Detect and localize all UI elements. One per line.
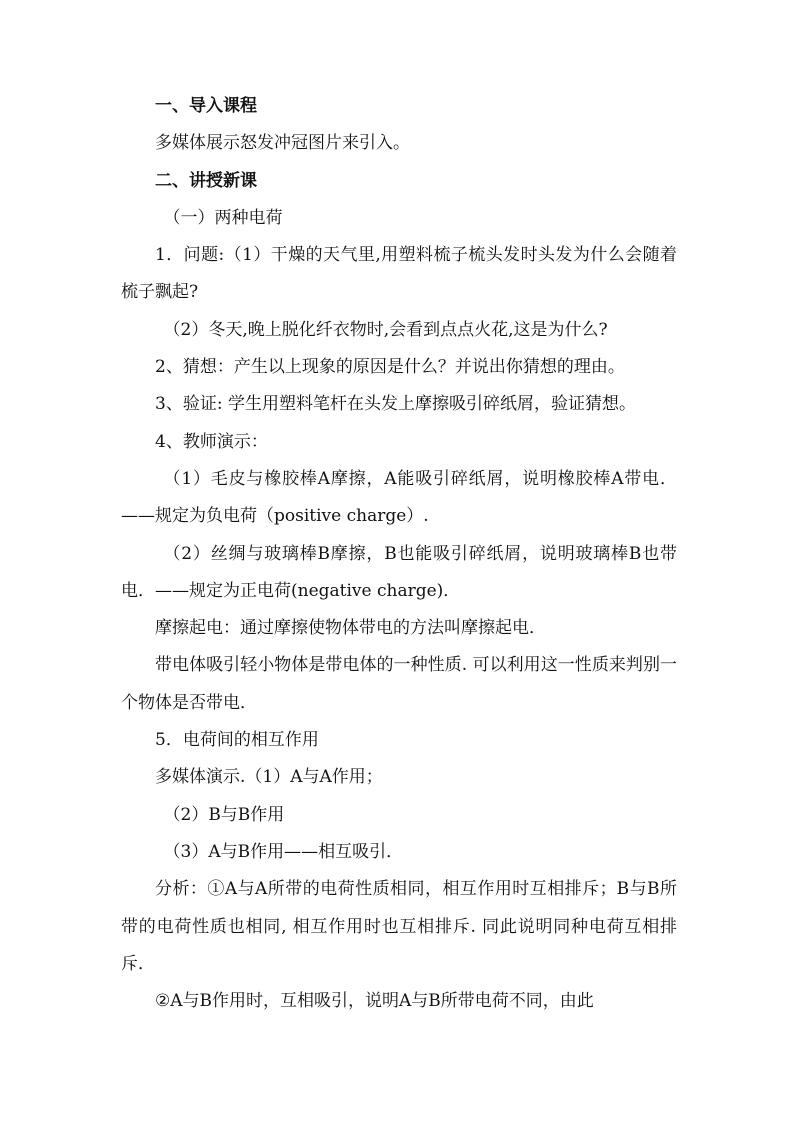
- item-4-demo-heading: 4、教师演示：: [155, 431, 268, 452]
- item-2-guess: 2、猜想：产生以上现象的原因是什么？并说出你猜想的理由。: [155, 357, 625, 378]
- analysis-paragraph-2: ②A与B作用时，互相吸引，说明A与B所带电荷不同，由此: [155, 991, 594, 1012]
- subsection-1-heading: （一）两种电荷: [163, 207, 283, 228]
- multimedia-demo-1: 多媒体演示.（1）A与A作用；: [155, 767, 383, 788]
- section-1-text: 多媒体展示怒发冲冠图片来引入。: [155, 133, 410, 154]
- multimedia-demo-3: （3）A与B作用——相互吸引．: [163, 841, 404, 862]
- item-5-heading: 5．电荷间的相互作用: [155, 730, 319, 751]
- item-1-question-2: （2）冬天,晚上脱化纤衣物时,会看到点点火花,这是为什么?: [163, 319, 608, 340]
- section-2-heading: 二、讲授新课: [155, 170, 257, 191]
- charged-body-property: 带电体吸引轻小物体是带电体的一种性质. 可以利用这一性质来判别一个物体是否带电．: [121, 655, 677, 713]
- section-1-heading: 一、导入课程: [155, 96, 257, 116]
- demo-1-text: （1）毛皮与橡胶棒A摩擦，A能吸引碎纸屑，说明橡胶棒A带电．——规定为负电荷（positive charge）.: [121, 468, 677, 527]
- item-3-verify: 3、验证: 学生用塑料笔杆在头发上摩擦吸引碎纸屑，验证猜想。: [155, 394, 636, 415]
- friction-definition: 摩擦起电：通过摩擦使物体带电的方法叫摩擦起电．: [155, 618, 546, 639]
- multimedia-demo-2: （2）B与B作用: [163, 804, 285, 825]
- document-body: [121, 88, 677, 1020]
- demo-2-text: （2）丝绸与玻璃棒B摩擦，B也能吸引碎纸屑，说明玻璃棒B也带电．——规定为正电荷(negative charge)．: [121, 543, 677, 601]
- analysis-paragraph-1: 分析：①A与A所带的电荷性质相同，相互作用时互相排斥；B与B所带的电荷性质也相同, 相互作用时也互相排斥. 同此说明同种电荷互相排斥．: [121, 879, 677, 974]
- item-1-question: 1．问题:（1）干燥的天气里,用塑料梳子梳头发时头发为什么会随着梳子飘起?: [121, 245, 677, 303]
